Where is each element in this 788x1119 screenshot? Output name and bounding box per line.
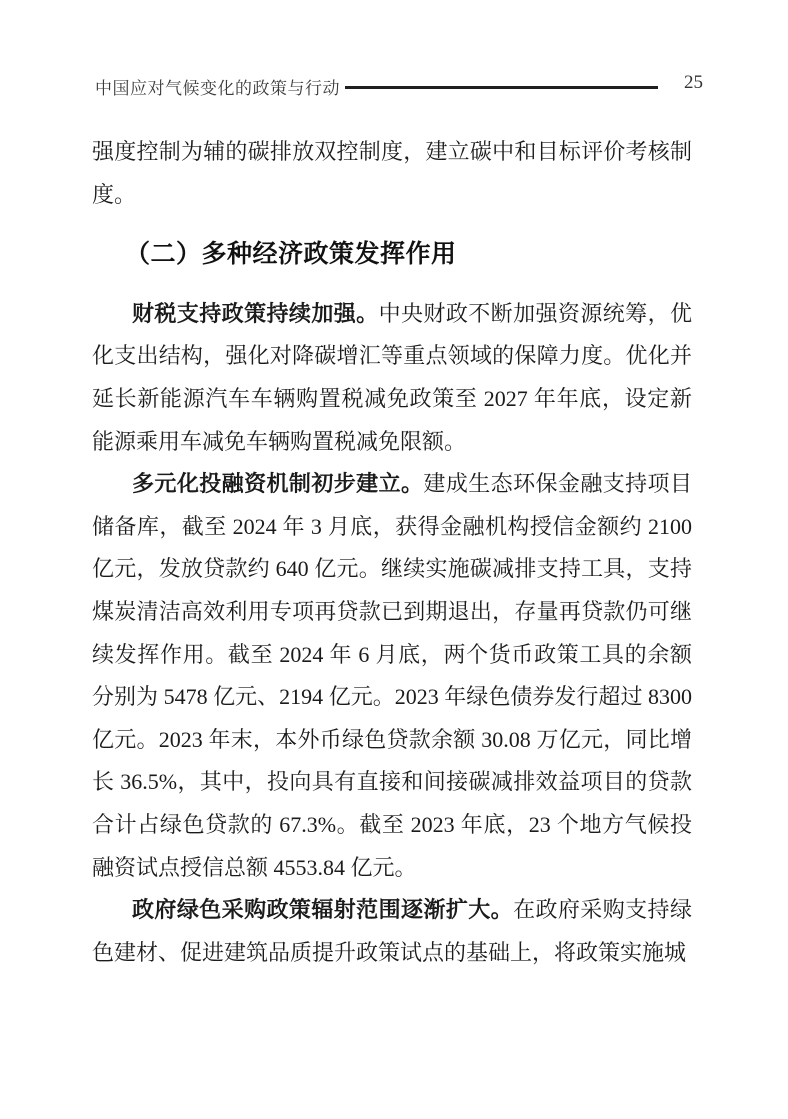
paragraph-text: 在政府采购支持绿色建材、促进建筑品质提升政策试点的基础上，将政策实施城 — [92, 897, 692, 965]
paragraph-continuation: 强度控制为辅的碳排放双控制度，建立碳中和目标评价考核制度。 — [92, 139, 692, 207]
page-body — [92, 131, 692, 974]
paragraph-lead: 多元化投融资机制初步建立。 — [132, 471, 424, 497]
section-heading: （二）多种经济政策发挥作用 — [125, 240, 457, 269]
header-rule — [345, 86, 658, 89]
page-number: 25 — [684, 72, 703, 93]
paragraph-fiscal-policy — [92, 293, 692, 463]
paragraph-text: 建成生态环保金融支持项目储备库，截至 2024 年 3 月底，获得金融机构授信金额约 2100 亿元，发放贷款约 640 亿元。继续实施碳减排支持工具，支持煤炭清洁高效利用专项再贷款已到期退出，存量再贷款仍可继续发挥作用。截至 2024 年 6 月底，两个货币政策工具的余额分别为 5478 亿元、2194 亿元。2023 年绿色债券发行超过 8300 亿元。2023 年末，本外币绿色贷款余额 30.08 万亿元，同比增长 36.5%，其中，投向具有直接和间接碳减排效益项目的贷款合计占绿色贷款的 67.3%。截至 2023 年底，23 个地方气候投融资试点授信总额 4553.84 亿元。 — [92, 471, 692, 880]
paragraph-green-procurement — [92, 889, 692, 974]
paragraph-text: 中央财政不断加强资源统筹，优化支出结构，强化对降碳增汇等重点领域的保障力度。优化并延长新能源汽车车辆购置税减免政策至 2027 年年底，设定新能源乘用车减免车辆购置税减免限额。 — [92, 300, 692, 454]
running-header-title: 中国应对气候变化的政策与行动 — [95, 79, 340, 98]
paragraph-lead: 财税支持政策持续加强。 — [132, 300, 379, 326]
paragraph-lead: 政府绿色采购政策辐射范围逐渐扩大。 — [132, 897, 514, 923]
paragraph-investment-financing — [92, 463, 692, 889]
